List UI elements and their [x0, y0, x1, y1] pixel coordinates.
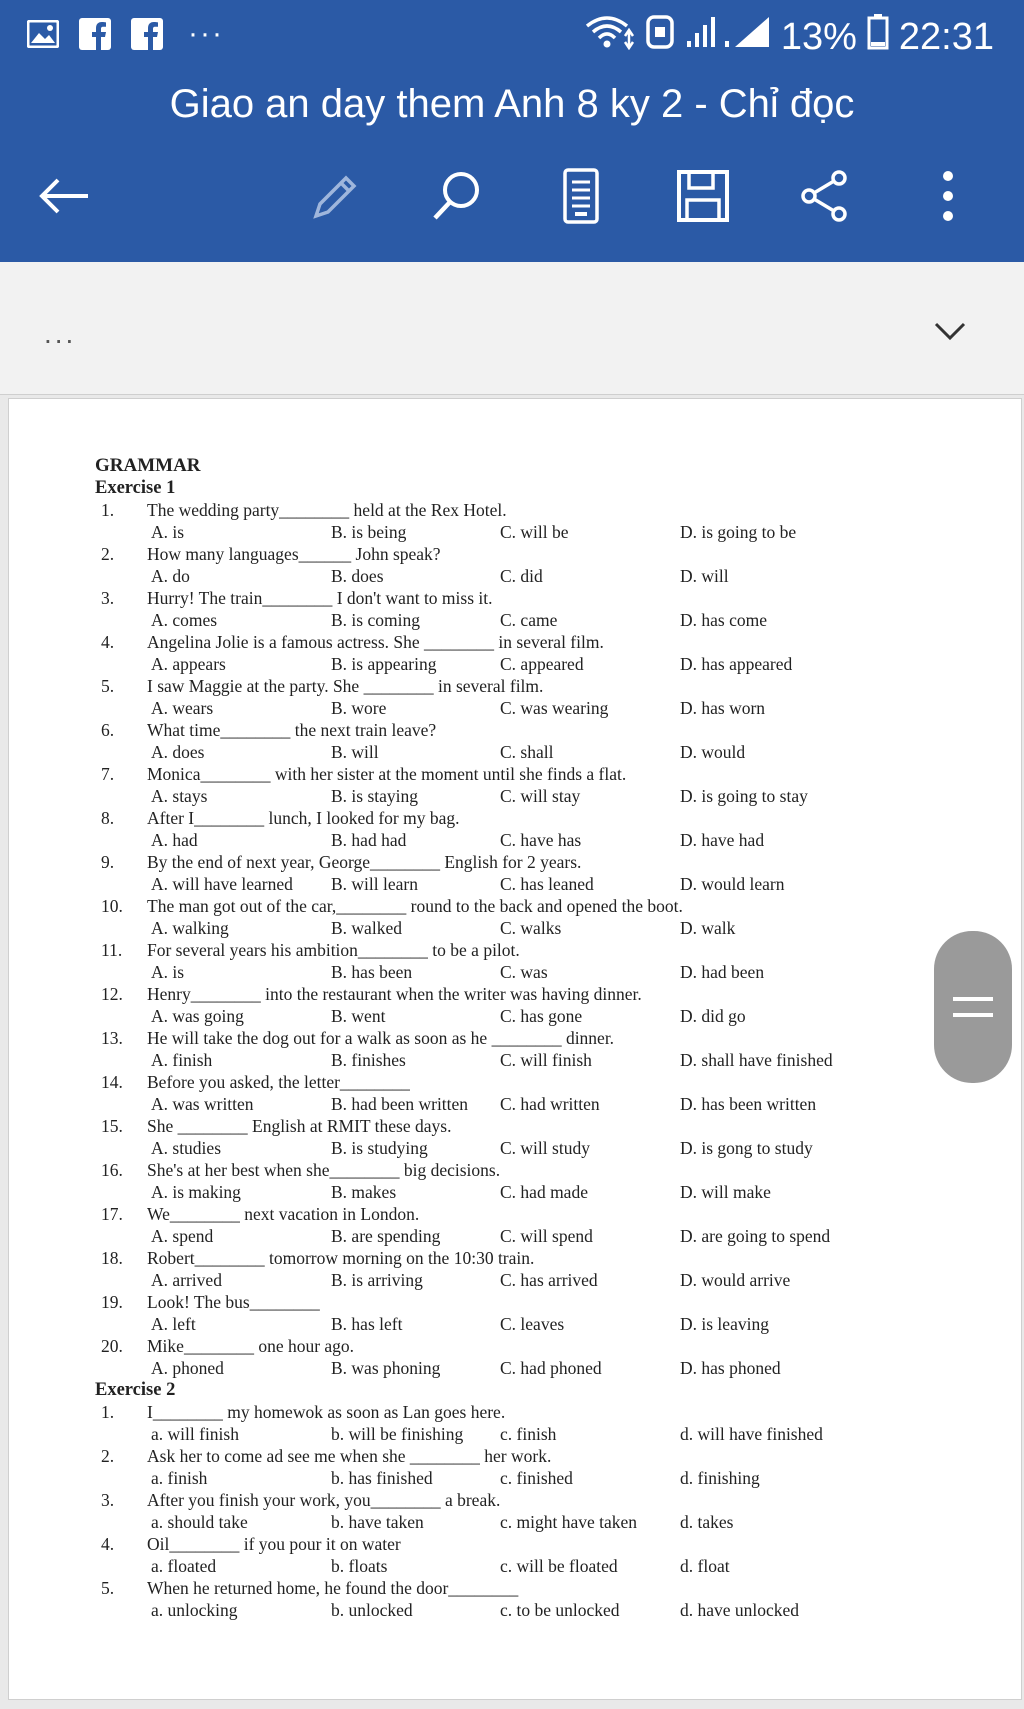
option-a: A. finish — [151, 1050, 213, 1070]
exercise-1-list — [95, 499, 915, 1379]
option-a: A. arrived — [151, 1270, 222, 1290]
document-body — [95, 455, 915, 1621]
question-stem: Robert________ tomorrow morning on the 10:30 train. — [147, 1248, 535, 1268]
question-row — [95, 983, 915, 1005]
question-row — [95, 1027, 915, 1049]
question-number: 1. — [101, 1402, 115, 1422]
option-b: b. unlocked — [331, 1600, 413, 1620]
question-stem: The man got out of the car,________ round to the back and opened the boot. — [147, 896, 683, 916]
option-b: B. was phoning — [331, 1358, 441, 1378]
answer-options — [95, 1181, 915, 1203]
wifi-icon — [585, 14, 635, 60]
battery-level: 13% — [780, 15, 857, 58]
option-c: C. leaves — [500, 1314, 565, 1334]
option-d: D. has appeared — [680, 654, 793, 674]
question-row — [95, 1247, 915, 1269]
option-c: C. was — [500, 962, 548, 982]
answer-options — [95, 1269, 915, 1291]
question-number: 5. — [101, 676, 115, 696]
clock-time: 22:31 — [898, 15, 994, 58]
option-b: B. had been written — [331, 1094, 469, 1114]
battery-icon — [867, 14, 889, 60]
option-b: b. floats — [331, 1556, 388, 1576]
option-b: B. is studying — [331, 1138, 428, 1158]
question-row — [95, 587, 915, 609]
question-row — [95, 1115, 915, 1137]
question-number: 16. — [101, 1160, 123, 1180]
question-stem: For several years his ambition________ to be a pilot. — [147, 940, 520, 960]
option-a: A. was written — [151, 1094, 254, 1114]
question-stem: He will take the dog out for a walk as soon as he ________ dinner. — [147, 1028, 615, 1048]
question-row — [95, 851, 915, 873]
option-b: B. is coming — [331, 610, 420, 630]
question-stem: How many languages______ John speak? — [147, 544, 441, 564]
answer-options — [95, 1423, 915, 1445]
question-number: 8. — [101, 808, 115, 828]
option-a: A. does — [151, 742, 205, 762]
option-c: C. will be — [500, 522, 569, 542]
grammar-heading: GRAMMAR — [95, 455, 201, 476]
option-a: A. is — [151, 522, 185, 542]
option-b: B. is being — [331, 522, 407, 542]
question-number: 20. — [101, 1336, 123, 1356]
option-a: A. comes — [151, 610, 218, 630]
answer-options — [95, 1093, 915, 1115]
question-row — [95, 763, 915, 785]
question-stem: She ________ English at RMIT these days. — [147, 1116, 452, 1136]
option-a: a. unlocking — [151, 1600, 238, 1620]
option-b: B. wore — [331, 698, 387, 718]
option-c: C. walks — [500, 918, 562, 938]
option-a: a. should take — [151, 1512, 248, 1532]
option-b: B. had had — [331, 830, 407, 850]
question-row — [95, 895, 915, 917]
question-number: 4. — [101, 632, 115, 652]
option-d: d. will have finished — [680, 1424, 823, 1444]
question-stem: Look! The bus________ — [147, 1292, 320, 1312]
question-number: 9. — [101, 852, 115, 872]
exercise-2-list — [95, 1401, 915, 1621]
question-stem: The wedding party________ held at the Rex Hotel. — [147, 500, 507, 520]
option-d: D. would learn — [680, 874, 785, 894]
option-b: B. walked — [331, 918, 402, 938]
option-c: C. have has — [500, 830, 582, 850]
question-number: 2. — [101, 544, 115, 564]
question-number: 2. — [101, 1446, 115, 1466]
back-arrow-icon[interactable] — [34, 166, 94, 226]
question-stem: After I________ lunch, I looked for my bag. — [147, 808, 460, 828]
search-icon[interactable] — [427, 166, 487, 226]
question-number: 11. — [101, 940, 123, 960]
toolbar — [0, 160, 1024, 230]
option-d: d. finishing — [680, 1468, 760, 1488]
save-icon[interactable] — [673, 166, 733, 226]
share-icon[interactable] — [795, 166, 855, 226]
option-c: C. will stay — [500, 786, 581, 806]
facebook-icon — [78, 18, 112, 50]
option-c: C. did — [500, 566, 543, 586]
option-d: D. would arrive — [680, 1270, 791, 1290]
question-number: 4. — [101, 1534, 115, 1554]
option-c: c. to be unlocked — [500, 1600, 620, 1620]
question-row — [95, 1401, 915, 1423]
answer-options — [95, 1555, 915, 1577]
option-d: D. is going to be — [680, 522, 797, 542]
answer-options — [95, 653, 915, 675]
app-bar — [0, 0, 1024, 262]
option-b: B. has been — [331, 962, 413, 982]
answer-options — [95, 961, 915, 983]
answer-options — [95, 1313, 915, 1335]
option-a: A. is — [151, 962, 185, 982]
question-number: 18. — [101, 1248, 123, 1268]
question-stem: What time________ the next train leave? — [147, 720, 437, 740]
question-row — [95, 1159, 915, 1181]
option-b: b. will be finishing — [331, 1424, 464, 1444]
question-stem: She's at her best when she________ big decisions. — [147, 1160, 501, 1180]
option-d: D. walk — [680, 918, 736, 938]
question-number: 17. — [101, 1204, 123, 1224]
option-d: D. is leaving — [680, 1314, 769, 1334]
option-b: B. is appearing — [331, 654, 437, 674]
option-c: C. has arrived — [500, 1270, 598, 1290]
answer-options — [95, 1049, 915, 1071]
option-a: a. will finish — [151, 1424, 239, 1444]
question-number: 7. — [101, 764, 115, 784]
question-row — [95, 675, 915, 697]
document-page[interactable] — [8, 398, 1022, 1700]
answer-options — [95, 741, 915, 763]
option-c: C. appeared — [500, 654, 584, 674]
question-row — [95, 543, 915, 565]
question-stem: We________ next vacation in London. — [147, 1204, 420, 1224]
question-stem: Oil________ if you pour it on water — [147, 1534, 401, 1554]
reading-view-icon[interactable] — [551, 166, 611, 226]
more-vert-icon[interactable] — [918, 166, 978, 226]
answer-options — [95, 1511, 915, 1533]
option-c: C. had phoned — [500, 1358, 602, 1378]
option-c: C. came — [500, 610, 558, 630]
gallery-icon — [26, 18, 60, 50]
question-row — [95, 1577, 915, 1599]
edit-pencil-icon[interactable] — [306, 166, 366, 226]
question-number: 3. — [101, 1490, 115, 1510]
option-a: A. studies — [151, 1138, 221, 1158]
chevron-down-icon[interactable] — [930, 310, 970, 350]
signal-icon — [685, 15, 771, 59]
ribbon-bar — [0, 262, 1024, 395]
facebook-icon — [130, 18, 164, 50]
option-c: C. was wearing — [500, 698, 609, 718]
option-d: D. will — [680, 566, 729, 586]
answer-options — [95, 1225, 915, 1247]
question-number: 15. — [101, 1116, 123, 1136]
question-stem: Before you asked, the letter________ — [147, 1072, 410, 1092]
answer-options — [95, 873, 915, 895]
question-stem: By the end of next year, George________ English for 2 years. — [147, 852, 582, 872]
option-a: A. stays — [151, 786, 208, 806]
option-d: d. have unlocked — [680, 1600, 800, 1620]
option-d: D. has come — [680, 610, 767, 630]
option-c: C. has gone — [500, 1006, 583, 1026]
option-b: B. is arriving — [331, 1270, 423, 1290]
option-b: B. finishes — [331, 1050, 406, 1070]
option-d: d. float — [680, 1556, 730, 1576]
option-c: c. finish — [500, 1424, 557, 1444]
answer-options — [95, 1599, 915, 1621]
question-row — [95, 1071, 915, 1093]
option-d: D. did go — [680, 1006, 746, 1026]
answer-options — [95, 917, 915, 939]
answer-options — [95, 697, 915, 719]
document-title: Giao an day them Anh 8 ky 2 - Chỉ đọc — [169, 82, 855, 126]
option-d: D. would — [680, 742, 746, 762]
question-stem: I saw Maggie at the party. She ________ in several film. — [147, 676, 544, 696]
drag-handle-icon — [953, 997, 993, 1017]
question-stem: I________ my homewok as soon as Lan goes here. — [147, 1402, 506, 1422]
question-stem: When he returned home, he found the door________ — [147, 1578, 519, 1598]
question-stem: Mike________ one hour ago. — [147, 1336, 355, 1356]
question-number: 13. — [101, 1028, 123, 1048]
option-a: A. wears — [151, 698, 214, 718]
question-number: 3. — [101, 588, 115, 608]
option-c: c. will be floated — [500, 1556, 618, 1576]
option-d: D. is gong to study — [680, 1138, 813, 1158]
option-b: B. will learn — [331, 874, 418, 894]
question-stem: Henry________ into the restaurant when the writer was having dinner. — [147, 984, 642, 1004]
answer-options — [95, 1137, 915, 1159]
option-a: A. do — [151, 566, 190, 586]
option-b: b. has finished — [331, 1468, 433, 1488]
option-c: c. finished — [500, 1468, 573, 1488]
option-c: C. will study — [500, 1138, 590, 1158]
question-stem: Ask her to come ad see me when she ________ her work. — [147, 1446, 552, 1466]
option-c: C. has leaned — [500, 874, 594, 894]
option-a: A. was going — [151, 1006, 244, 1026]
question-number: 1. — [101, 500, 115, 520]
option-b: B. is staying — [331, 786, 419, 806]
option-a: A. will have learned — [151, 874, 293, 894]
question-row — [95, 1489, 915, 1511]
answer-options — [95, 609, 915, 631]
answer-options — [95, 785, 915, 807]
option-c: C. will finish — [500, 1050, 592, 1070]
more-notifications-icon: ··· — [188, 17, 224, 50]
option-b: B. will — [331, 742, 379, 762]
question-row — [95, 939, 915, 961]
option-a: a. floated — [151, 1556, 217, 1576]
option-d: D. has worn — [680, 698, 766, 718]
question-row — [95, 1445, 915, 1467]
ribbon-more[interactable]: ... — [44, 318, 77, 349]
option-a: A. appears — [151, 654, 226, 674]
option-d: D. has been written — [680, 1094, 817, 1114]
scroll-handle[interactable] — [934, 931, 1012, 1083]
option-a: A. left — [151, 1314, 196, 1334]
option-d: D. will make — [680, 1182, 771, 1202]
status-bar — [0, 0, 1024, 72]
option-c: C. had made — [500, 1182, 588, 1202]
option-b: B. makes — [331, 1182, 397, 1202]
answer-options — [95, 1005, 915, 1027]
question-stem: Monica________ with her sister at the moment until she finds a flat. — [147, 764, 627, 784]
question-row — [95, 719, 915, 741]
answer-options — [95, 829, 915, 851]
option-d: D. has phoned — [680, 1358, 781, 1378]
question-number: 14. — [101, 1072, 123, 1092]
option-c: C. had written — [500, 1094, 600, 1114]
option-d: D. shall have finished — [680, 1050, 833, 1070]
option-d: D. had been — [680, 962, 765, 982]
question-row — [95, 1291, 915, 1313]
option-b: B. are spending — [331, 1226, 441, 1246]
question-stem: After you finish your work, you________ a break. — [147, 1490, 501, 1510]
option-a: A. walking — [151, 918, 229, 938]
volte-icon — [645, 15, 675, 59]
option-c: c. might have taken — [500, 1512, 638, 1532]
answer-options — [95, 1357, 915, 1379]
option-b: B. has left — [331, 1314, 403, 1334]
question-number: 10. — [101, 896, 123, 916]
option-c: C. will spend — [500, 1226, 593, 1246]
question-number: 12. — [101, 984, 123, 1004]
question-row — [95, 1533, 915, 1555]
question-row — [95, 807, 915, 829]
answer-options — [95, 565, 915, 587]
option-a: A. phoned — [151, 1358, 224, 1378]
option-b: B. does — [331, 566, 384, 586]
option-b: B. went — [331, 1006, 386, 1026]
answer-options — [95, 1467, 915, 1489]
question-row — [95, 1203, 915, 1225]
option-b: b. have taken — [331, 1512, 424, 1532]
option-a: a. finish — [151, 1468, 208, 1488]
question-number: 6. — [101, 720, 115, 740]
question-number: 5. — [101, 1578, 115, 1598]
question-number: 19. — [101, 1292, 123, 1312]
option-a: A. is making — [151, 1182, 241, 1202]
option-d: d. takes — [680, 1512, 734, 1532]
option-a: A. spend — [151, 1226, 214, 1246]
option-c: C. shall — [500, 742, 554, 762]
question-stem: Angelina Jolie is a famous actress. She ________ in several film. — [147, 632, 604, 652]
question-row — [95, 499, 915, 521]
question-row — [95, 631, 915, 653]
option-a: A. had — [151, 830, 198, 850]
exercise-1-title: Exercise 1 — [95, 478, 176, 498]
question-row — [95, 1335, 915, 1357]
exercise-2-title: Exercise 2 — [95, 1380, 176, 1400]
question-stem: Hurry! The train________ I don't want to miss it. — [147, 588, 493, 608]
option-d: D. are going to spend — [680, 1226, 831, 1246]
option-d: D. have had — [680, 830, 765, 850]
answer-options — [95, 521, 915, 543]
option-d: D. is going to stay — [680, 786, 808, 806]
